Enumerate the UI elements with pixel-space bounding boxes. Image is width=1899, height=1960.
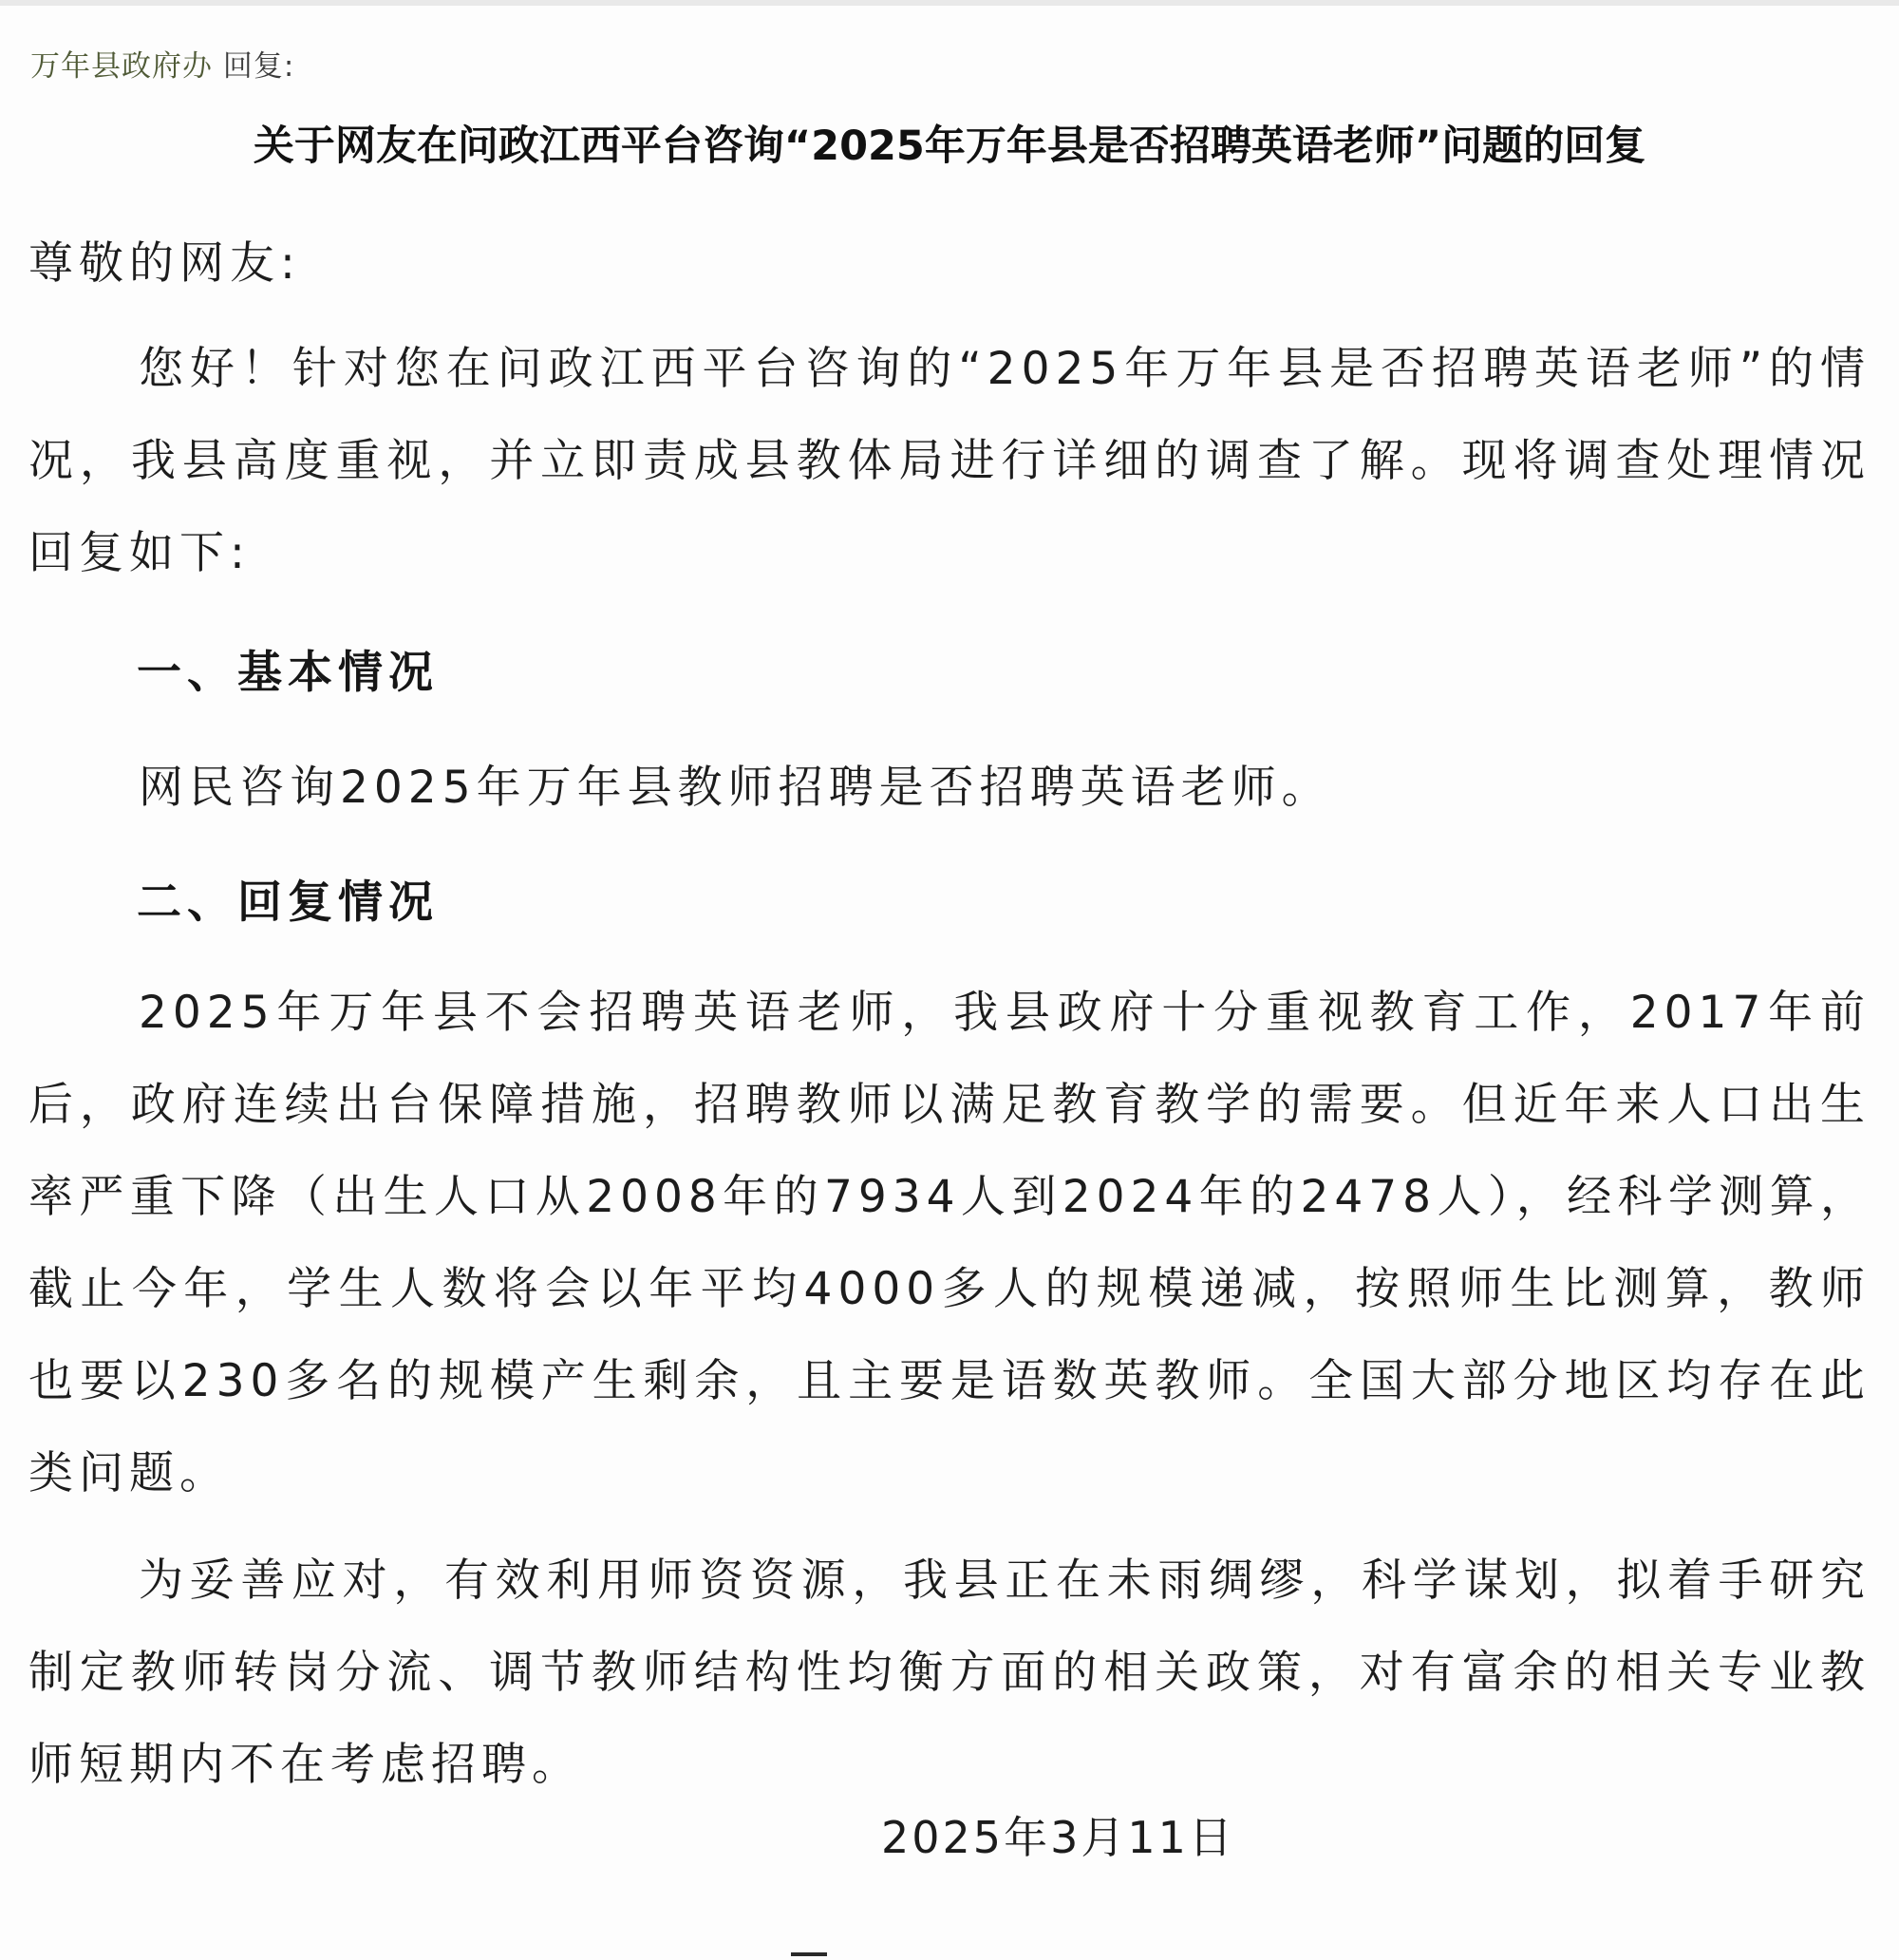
page-mark	[791, 1952, 827, 1956]
section-1-heading: 一、基本情况	[137, 647, 439, 699]
section-2-paragraph-2: 为妥善应对，有效利用师资资源，我县正在未雨绸缪，科学谋划，拟着手研究制定教师转岗分流、调节教师结构性均衡方面的相关政策，对有富余的相关专业教师短期内不在考虑招聘。	[28, 1555, 1871, 1791]
section-2-heading: 二、回复情况	[137, 876, 439, 929]
section-2-paragraph-1: 2025年万年县不会招聘英语老师，我县政府十分重视教育工作，2017年前后，政府连续出台保障措施，招聘教师以满足教育教学的需要。但近年来人口出生率严重下降（出生人口从2008年的7934人到2024年的2478人），经科学测算，截止今年，学生人数将会以年平均4000多人的规模递减，按照师生比测算，教师也要以230多名的规模产生剩余，且主要是语数英教师。全国大部分地区均存在此类问题。	[28, 987, 1871, 1499]
header-reply: 回复:	[213, 49, 295, 84]
header-org: 万年县政府办	[30, 49, 213, 84]
section-1-text: 网民咨询2025年万年县教师招聘是否招聘英语老师。	[139, 762, 1332, 814]
source-header	[30, 42, 294, 85]
salutation: 尊敬的网友:	[28, 237, 301, 290]
document-title: 关于网友在问政江西平台咨询“2025年万年县是否招聘英语老师”问题的回复	[253, 122, 1646, 170]
intro-paragraph: 您好！针对您在问政江西平台咨询的“2025年万年县是否招聘英语老师”的情况，我县高度重视，并立即责成县教体局进行详细的调查了解。现将调查处理情况回复如下:	[28, 343, 1871, 579]
document-date: 2025年3月11日	[881, 1812, 1235, 1863]
